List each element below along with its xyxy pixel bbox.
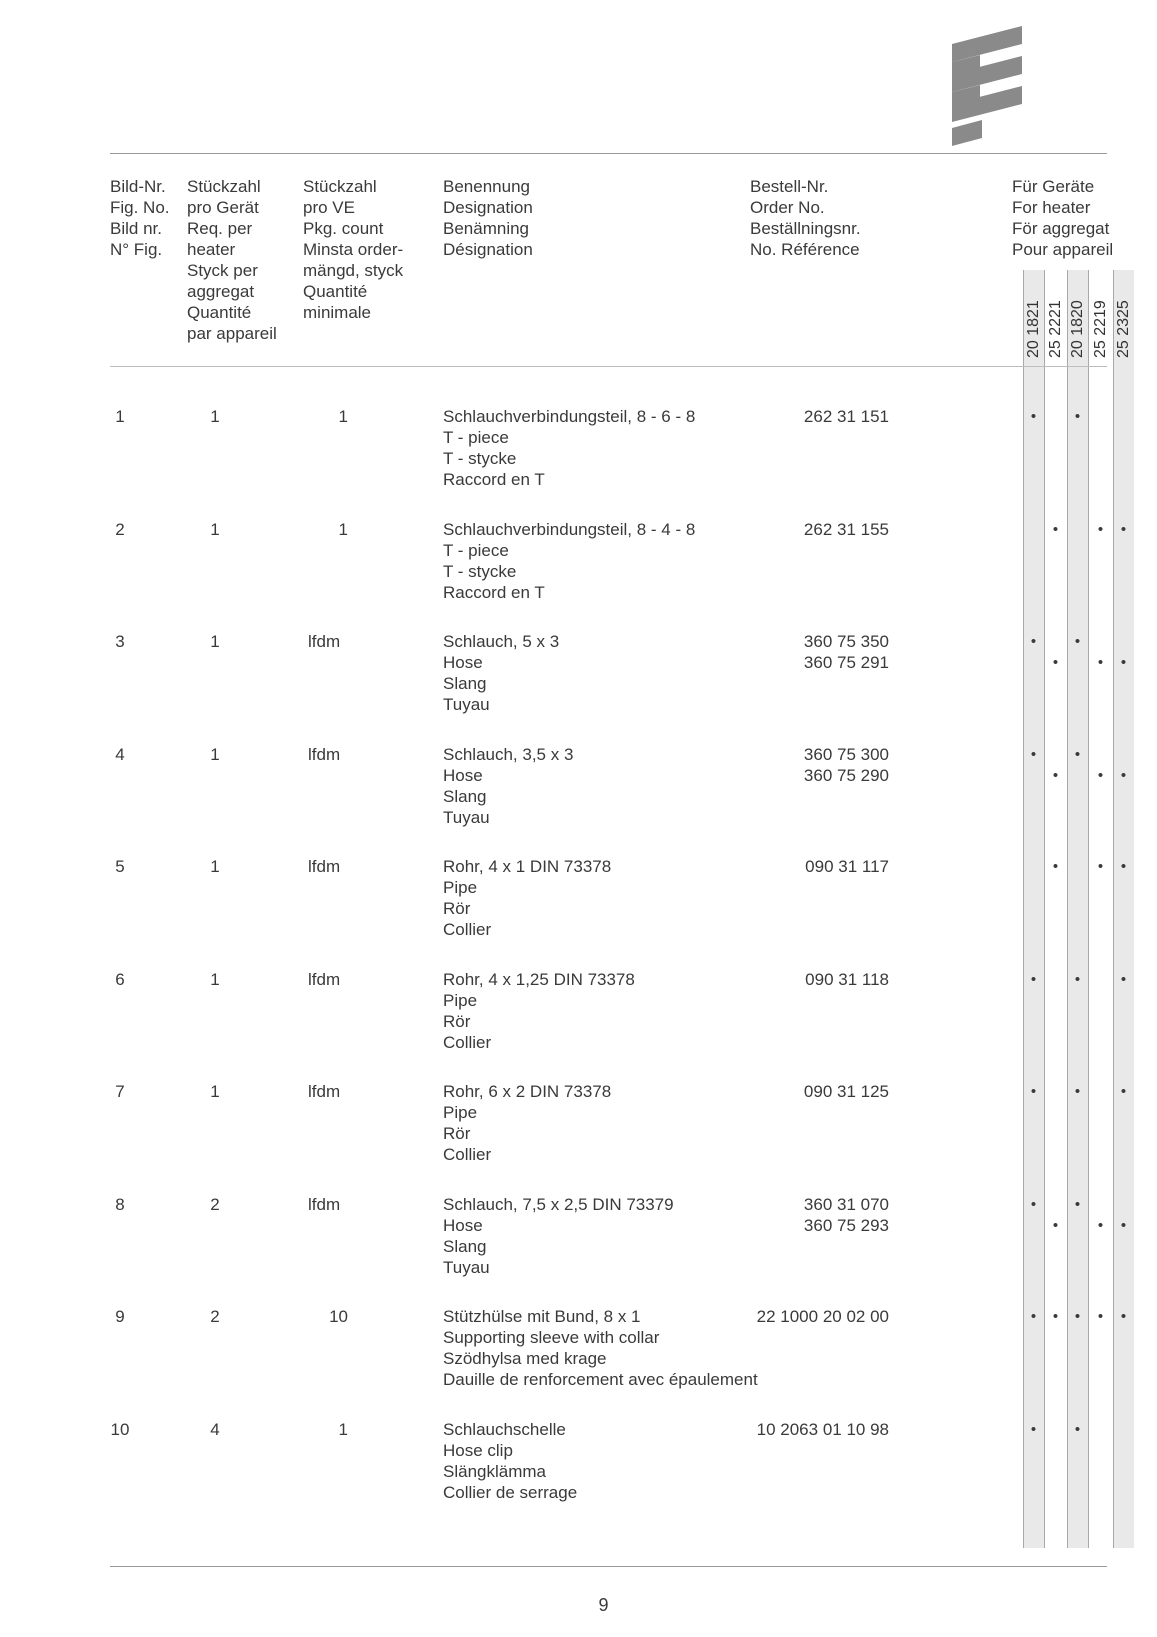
description-line: Rohr, 4 x 1,25 DIN 73378 — [443, 969, 635, 989]
req-quantity: 1 — [210, 969, 220, 989]
fitment-dot-icon: • — [1120, 520, 1127, 538]
header-req-line: Quantité — [187, 303, 252, 322]
description-line: Collier — [443, 1032, 492, 1052]
table-row — [0, 1306, 1157, 1414]
part-description — [443, 1081, 611, 1165]
req-quantity: 1 — [210, 744, 220, 764]
req-quantity: 1 — [210, 407, 220, 426]
header-fig-line: Fig. No. — [110, 198, 170, 217]
description-line: Raccord en T — [443, 470, 545, 489]
description-line: Collier de serrage — [443, 1482, 578, 1502]
fitment-dot-icon: • — [1074, 1195, 1081, 1213]
order-number-line: 090 31 125 — [803, 1082, 889, 1101]
description-line: Schlauch, 5 x 3 — [443, 632, 560, 651]
description-line: Schlauchverbindungsteil, 8 - 4 - 8 — [443, 519, 696, 539]
order-number — [700, 1081, 889, 1102]
order-number-line: 360 75 290 — [803, 765, 889, 785]
req-quantity: 1 — [210, 632, 220, 651]
header-order-line: Order No. — [750, 198, 825, 217]
header-req-line: heater — [187, 240, 236, 259]
part-description — [443, 1194, 674, 1278]
description-line: Stützhülse mit Bund, 8 x 1 — [443, 1307, 641, 1326]
model-label-25-2221: 25 2221 — [1047, 300, 1064, 358]
description-line: Dauille de renforcement avec épaulement — [443, 1370, 758, 1389]
header-desc-line: Benennung — [443, 177, 530, 196]
description-line: Schlauchverbindungsteil, 8 - 6 - 8 — [443, 407, 696, 426]
fitment-dot-icon: • — [1030, 1083, 1037, 1100]
table-row — [0, 1081, 1157, 1189]
fitment-dot-icon: • — [1097, 1308, 1104, 1325]
description-line: Slängklämma — [443, 1461, 546, 1481]
header-for-line: Pour appareil — [1012, 240, 1114, 259]
order-number-line: 090 31 117 — [805, 857, 889, 876]
pkg-count: 1 — [338, 519, 348, 539]
order-number — [700, 1194, 889, 1236]
fitment-dot-icon: • — [1097, 766, 1104, 784]
description-line: Rohr, 6 x 2 DIN 73378 — [443, 1082, 612, 1101]
footer-rule — [110, 1566, 1107, 1567]
fitment-dot-icon: • — [1120, 766, 1127, 784]
fitment-dot-icon: • — [1074, 970, 1081, 988]
fig-number: 3 — [115, 632, 125, 651]
fitment-dot-icon: • — [1120, 858, 1127, 875]
order-number-line: 360 31 070 — [803, 1194, 889, 1214]
order-number — [700, 1419, 889, 1440]
fitment-dot-icon: • — [1074, 1308, 1081, 1325]
fitment-dot-icon: • — [1052, 1308, 1059, 1325]
table-row — [0, 1419, 1157, 1527]
fig-number: 9 — [115, 1307, 125, 1326]
fitment-dot-icon: • — [1097, 1216, 1104, 1234]
pkg-count: lfdm — [308, 1082, 341, 1101]
description-line: Slang — [443, 1236, 487, 1256]
header-req-line: pro Gerät — [187, 198, 259, 217]
model-label-20-1820: 20 1820 — [1069, 300, 1086, 358]
fitment-dot-icon: • — [1074, 1083, 1081, 1100]
fitment-dot-icon: • — [1097, 858, 1104, 875]
pkg-count: lfdm — [308, 857, 341, 876]
header-req-line: Styck per — [187, 261, 258, 280]
header-req-line: par appareil — [187, 324, 277, 343]
header-pkg-column — [303, 176, 403, 323]
req-quantity: 2 — [210, 1194, 220, 1214]
part-description — [443, 969, 635, 1053]
order-number-line: 360 75 293 — [803, 1215, 889, 1235]
table-row — [0, 969, 1157, 1077]
order-number — [700, 744, 889, 786]
fitment-dot-icon: • — [1120, 1308, 1127, 1325]
header-order-line: Bestell-Nr. — [750, 177, 829, 196]
description-line: Supporting sleeve with collar — [443, 1328, 660, 1347]
header-order-column — [750, 176, 861, 260]
header-top-rule — [110, 153, 1107, 154]
table-row — [0, 406, 1157, 514]
req-quantity: 1 — [210, 857, 220, 876]
fig-number: 1 — [115, 407, 125, 426]
order-number — [700, 519, 889, 540]
header-req-line: Req. per — [187, 219, 253, 238]
fig-number: 4 — [115, 744, 125, 764]
model-label-25-2219: 25 2219 — [1092, 300, 1109, 358]
header-order-line: No. Référence — [750, 240, 860, 259]
fitment-dot-icon: • — [1052, 858, 1059, 875]
header-req-line: Stückzahl — [187, 177, 261, 196]
fitment-dot-icon: • — [1120, 654, 1127, 671]
order-number-line: 360 75 350 — [803, 632, 889, 651]
order-number-line: 262 31 155 — [803, 519, 889, 539]
description-line: Schlauchschelle — [443, 1419, 566, 1439]
fig-number: 2 — [115, 519, 125, 539]
part-description — [443, 856, 611, 940]
fitment-dot-icon: • — [1074, 408, 1081, 425]
header-order-line: Beställningsnr. — [750, 219, 861, 238]
order-number-line: 360 75 291 — [803, 653, 889, 672]
header-for-line: Für Geräte — [1012, 177, 1095, 196]
header-pkg-line: Stückzahl — [303, 177, 377, 196]
header-desc-column — [443, 176, 533, 260]
description-line: Pipe — [443, 878, 478, 897]
header-desc-line: Designation — [443, 198, 533, 217]
fitment-dot-icon: • — [1074, 1420, 1081, 1438]
fitment-dot-icon: • — [1120, 970, 1127, 988]
order-number — [700, 856, 889, 877]
order-number — [700, 969, 889, 990]
pkg-count: 1 — [338, 407, 348, 426]
description-line: T - piece — [443, 540, 509, 560]
description-line: Tuyau — [443, 1257, 490, 1277]
fitment-dot-icon: • — [1030, 1195, 1037, 1213]
description-line: Collier — [443, 920, 492, 939]
fitment-dot-icon: • — [1120, 1083, 1127, 1100]
fitment-dot-icon: • — [1052, 1216, 1059, 1234]
description-line: Hose — [443, 1215, 483, 1235]
page-number: 9 — [598, 1595, 609, 1615]
order-number-line: 10 2063 01 10 98 — [756, 1419, 889, 1439]
part-description — [443, 631, 559, 715]
header-pkg-line: minimale — [303, 303, 372, 322]
order-number — [700, 1306, 889, 1327]
header-desc-line: Désignation — [443, 240, 533, 259]
header-fig-column — [110, 176, 170, 260]
header-bottom-rule — [110, 366, 1107, 367]
pkg-count: lfdm — [308, 632, 341, 651]
fitment-dot-icon: • — [1097, 654, 1104, 671]
req-quantity: 1 — [210, 1082, 220, 1101]
fig-number: 6 — [115, 969, 125, 989]
header-pkg-line: mängd, styck — [303, 261, 404, 280]
description-line: Hose — [443, 765, 483, 785]
header-req-column — [187, 176, 277, 344]
fig-number: 8 — [115, 1194, 125, 1214]
description-line: Tuyau — [443, 807, 490, 827]
header-for-line: För aggregat — [1012, 219, 1110, 238]
header-pkg-line: Pkg. count — [303, 219, 384, 238]
fig-number: 5 — [115, 857, 125, 876]
fitment-dot-icon: • — [1097, 520, 1104, 538]
fitment-dot-icon: • — [1030, 970, 1037, 988]
description-line: Schlauch, 7,5 x 2,5 DIN 73379 — [443, 1194, 674, 1214]
fitment-dot-icon: • — [1030, 745, 1037, 763]
description-line: Rohr, 4 x 1 DIN 73378 — [443, 857, 612, 876]
table-row — [0, 744, 1157, 852]
req-quantity: 4 — [210, 1419, 220, 1439]
description-line: T - stycke — [443, 449, 517, 468]
order-number-line: 262 31 151 — [803, 407, 889, 426]
fitment-dot-icon: • — [1074, 633, 1081, 650]
description-line: Pipe — [443, 990, 478, 1010]
pkg-count: 1 — [338, 1419, 348, 1439]
header-for-column — [1012, 176, 1113, 260]
description-line: Slang — [443, 674, 487, 693]
order-number — [700, 406, 889, 427]
description-line: Raccord en T — [443, 582, 545, 602]
header-fig-line: Bild nr. — [110, 219, 162, 238]
description-line: Hose — [443, 653, 483, 672]
fig-number: 10 — [110, 1419, 130, 1439]
pkg-count: 10 — [329, 1307, 348, 1326]
fitment-dot-icon: • — [1030, 1308, 1037, 1325]
part-description — [443, 1419, 577, 1503]
description-line: Tuyau — [443, 695, 490, 714]
table-row — [0, 856, 1157, 964]
req-quantity: 1 — [210, 519, 220, 539]
header-for-line: For heater — [1012, 198, 1091, 217]
fitment-dot-icon: • — [1074, 745, 1081, 763]
header-pkg-line: Minsta order- — [303, 240, 404, 259]
description-line: Hose clip — [443, 1440, 513, 1460]
model-label-20-1821: 20 1821 — [1025, 300, 1042, 358]
fitment-dot-icon: • — [1052, 654, 1059, 671]
header-pkg-line: pro VE — [303, 198, 355, 217]
order-number-line: 090 31 118 — [805, 969, 889, 989]
description-line: Rör — [443, 1124, 471, 1143]
order-number-line: 360 75 300 — [803, 744, 889, 764]
fitment-dot-icon: • — [1052, 520, 1059, 538]
description-line: Schlauch, 3,5 x 3 — [443, 744, 574, 764]
table-row — [0, 631, 1157, 739]
description-line: Collier — [443, 1145, 492, 1164]
description-line: Rör — [443, 899, 471, 918]
req-quantity: 2 — [210, 1307, 220, 1326]
description-line: Rör — [443, 1011, 471, 1031]
pkg-count: lfdm — [308, 1194, 341, 1214]
header-fig-line: Bild-Nr. — [110, 177, 166, 196]
description-line: T - stycke — [443, 561, 517, 581]
table-row — [0, 519, 1157, 627]
model-label-25-2325: 25 2325 — [1115, 300, 1132, 358]
description-line: T - piece — [443, 428, 509, 447]
description-line: Pipe — [443, 1103, 478, 1122]
header-req-line: aggregat — [187, 282, 255, 301]
fitment-dot-icon: • — [1030, 1420, 1037, 1438]
header-desc-line: Benämning — [443, 219, 530, 238]
pkg-count: lfdm — [308, 969, 341, 989]
pkg-count: lfdm — [308, 744, 341, 764]
description-line: Slang — [443, 786, 487, 806]
header-fig-line: N° Fig. — [110, 240, 163, 259]
description-line: Szödhylsa med krage — [443, 1349, 607, 1368]
brand-logo-icon — [952, 26, 1022, 146]
fig-number: 7 — [115, 1082, 125, 1101]
header-pkg-line: Quantité — [303, 282, 368, 301]
fitment-dot-icon: • — [1030, 408, 1037, 425]
fitment-dot-icon: • — [1120, 1216, 1127, 1234]
fitment-dot-icon: • — [1052, 766, 1059, 784]
order-number-line: 22 1000 20 02 00 — [756, 1307, 889, 1326]
table-row — [0, 1194, 1157, 1302]
order-number — [700, 631, 889, 673]
part-description — [443, 406, 695, 490]
fitment-dot-icon: • — [1030, 633, 1037, 650]
part-description — [443, 744, 573, 828]
part-description — [443, 519, 695, 603]
